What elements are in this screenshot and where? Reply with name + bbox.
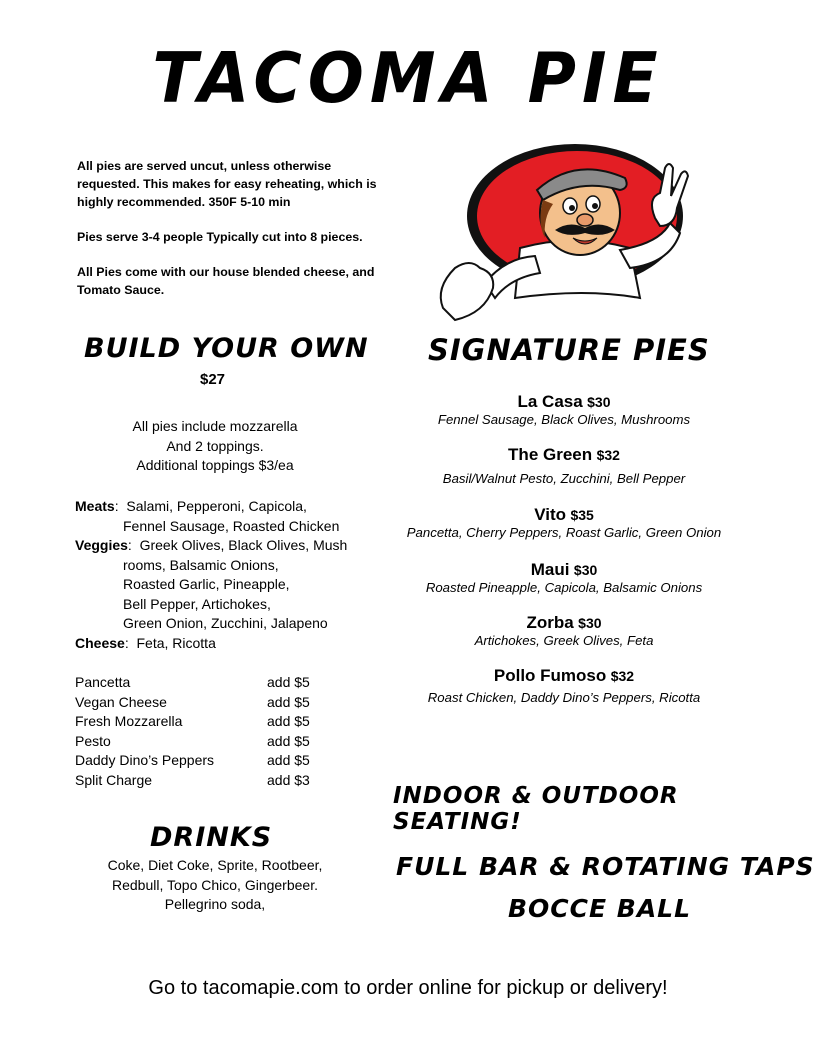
- intro-notes: [77, 157, 387, 316]
- pie-price: $35: [570, 507, 594, 523]
- description-line: And 2 toppings.: [166, 437, 264, 454]
- addon-row: [75, 693, 335, 713]
- pie-toppings: Fennel Sausage, Black Olives, Mushrooms: [437, 412, 691, 427]
- meats-row: Meats: Salami, Pepperoni, Capicola,: [75, 498, 307, 514]
- pie-name: Zorba: [526, 613, 574, 632]
- veggies-label: Veggies: [75, 537, 128, 553]
- description-line: Additional toppings $3/ea: [136, 457, 294, 473]
- order-online-footer: Go to tacomapie.com to order online for pickup or delivery!: [148, 977, 668, 999]
- addon-name: Pesto: [75, 732, 111, 749]
- pie-name: The Green: [508, 445, 593, 464]
- drinks-list: [75, 856, 355, 915]
- pie-name: Vito: [534, 505, 566, 524]
- addon-row: [75, 712, 335, 732]
- veggies-text: Roasted Garlic, Pineapple,: [123, 576, 290, 592]
- addon-name: Pancetta: [75, 674, 131, 690]
- addon-price: add $5: [267, 713, 310, 730]
- pie-toppings: Roast Chicken, Daddy Dino’s Peppers, Ricotta: [427, 690, 701, 705]
- meats-label: Meats: [75, 498, 115, 514]
- page-title: TACOMA PIE: [152, 38, 664, 119]
- pie-name: Pollo Fumoso: [493, 666, 607, 685]
- build-your-own-description: [75, 417, 355, 476]
- veggies-text: Green Onion, Zucchini, Jalapeno: [123, 615, 328, 631]
- addon-price: add $5: [267, 674, 310, 690]
- pie-item: [395, 666, 733, 705]
- intro-paragraph: Pies serve 3-4 people Typically cut into 8 pieces.: [77, 230, 363, 244]
- intro-paragraph: All pies are served uncut, unless otherwise requested. This makes for easy reheating, which is highly recommended. 350F 5-10 min: [77, 159, 377, 209]
- pie-price: $32: [596, 447, 620, 463]
- addons-list: [75, 673, 335, 791]
- addon-price: add $3: [267, 771, 310, 788]
- build-your-own-price: $27: [200, 371, 226, 388]
- pie-price: $30: [578, 615, 602, 631]
- cheese-label: Cheese: [75, 634, 125, 651]
- seating-feature: INDOOR & OUTDOOR SEATING!: [393, 783, 679, 835]
- pie-price: $30: [573, 562, 598, 578]
- drinks-line: Redbull, Topo Chico, Gingerbeer.: [112, 876, 318, 893]
- meats-text: Salami, Pepperoni, Capicola,: [126, 498, 307, 514]
- build-your-own-heading: BUILD YOUR OWN: [84, 333, 369, 364]
- meats-text: Fennel Sausage, Roasted Chicken: [123, 517, 340, 534]
- pie-toppings: Artichokes, Greek Olives, Feta: [474, 633, 654, 648]
- intro-paragraph: All Pies come with our house blended cheese, and Tomato Sauce.: [77, 265, 375, 297]
- addon-name: Fresh Mozzarella: [75, 713, 183, 730]
- addon-row: [75, 771, 335, 791]
- pie-toppings: Basil/Walnut Pesto, Zucchini, Bell Pepper: [442, 471, 686, 486]
- veggies-text: Bell Pepper, Artichokes,: [123, 595, 271, 612]
- addon-row: [75, 732, 335, 752]
- pie-toppings: Roasted Pineapple, Capicola, Balsamic Onions: [425, 580, 703, 595]
- addon-price: add $5: [267, 693, 310, 710]
- veggies-text: Greek Olives, Black Olives, Mush: [139, 537, 348, 553]
- toppings-list: [75, 497, 375, 653]
- veggies-text: rooms, Balsamic Onions,: [123, 556, 279, 573]
- pie-name: La Casa: [517, 392, 583, 411]
- signature-pies-heading: SIGNATURE PIES: [428, 333, 710, 367]
- addon-name: Vegan Cheese: [75, 693, 167, 710]
- addon-name: Split Charge: [75, 771, 153, 788]
- pie-item: [395, 505, 733, 560]
- bocce-feature: BOCCE BALL: [508, 894, 692, 923]
- pie-item: [395, 392, 733, 445]
- addon-row: [75, 751, 335, 771]
- pie-item: [395, 613, 733, 666]
- drinks-line: Pellegrino soda,: [164, 896, 266, 912]
- addon-price: add $5: [267, 732, 310, 749]
- pie-price: $30: [587, 394, 611, 410]
- chef-mascot-logo: [425, 138, 695, 328]
- drinks-heading: DRINKS: [150, 822, 273, 853]
- pie-name: Maui: [530, 560, 570, 579]
- drinks-line: Coke, Diet Coke, Sprite, Rootbeer,: [107, 857, 323, 873]
- pie-item: [395, 445, 733, 505]
- addon-price: add $5: [267, 752, 310, 769]
- signature-pies-list: [395, 392, 733, 705]
- cheese-row: Cheese: Feta, Ricotta: [75, 634, 216, 651]
- pie-price: $32: [610, 668, 635, 684]
- pie-item: [395, 560, 733, 613]
- veggies-row: Veggies: Greek Olives, Black Olives, Mush: [75, 537, 348, 553]
- description-line: All pies include mozzarella: [132, 418, 298, 434]
- pie-toppings: Pancetta, Cherry Peppers, Roast Garlic, Green Onion: [406, 525, 722, 540]
- cheese-text: Feta, Ricotta: [136, 634, 216, 651]
- addon-name: Daddy Dino’s Peppers: [75, 752, 215, 769]
- addon-row: [75, 673, 335, 693]
- bar-feature: FULL BAR & ROTATING TAPS: [396, 852, 815, 881]
